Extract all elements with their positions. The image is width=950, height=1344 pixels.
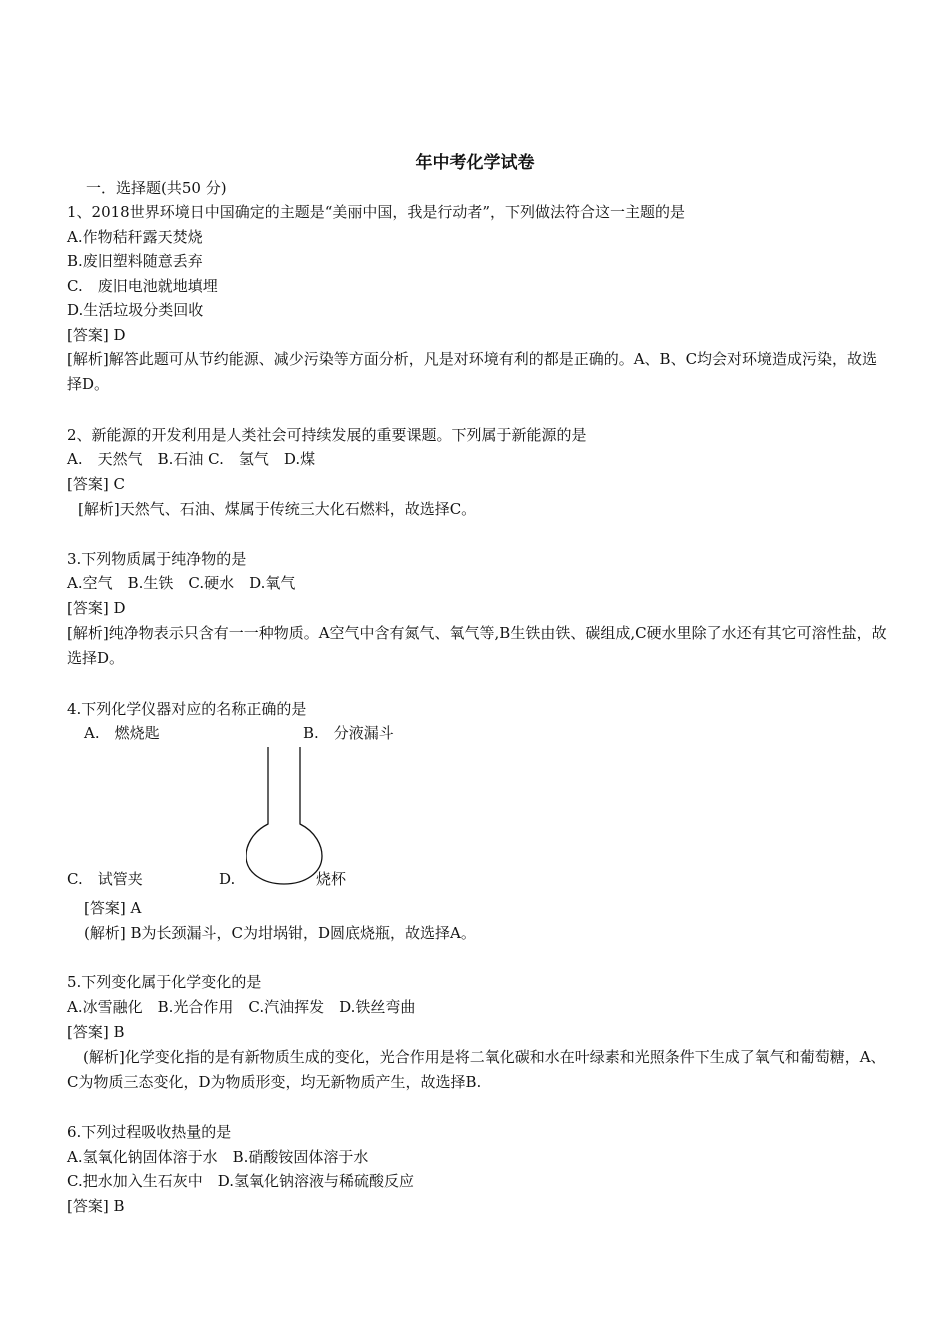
q3-stem: 3.下列物质属于纯净物的是 [67,550,247,568]
q5-analysis: (解析]化学变化指的是有新物质生成的变化，光合作用是将二氧化碳和水在叶绿素和光照条件下生成了氧气和葡萄糖，A、C为物质三态变化，D为物质形变，均无新物质产生，故选择B. [67,1048,886,1091]
q5-answer: [答案] B [67,1023,125,1041]
q5-stem: 5.下列变化属于化学变化的是 [67,973,262,991]
q4-option-a: A. 燃烧匙 [84,724,160,742]
q2-analysis: [解析]天然气、石油、煤属于传统三大化石燃料，故选择C。 [78,500,477,518]
q4-answer: [答案] A [84,899,142,917]
q2-stem: 2、新能源的开发利用是人类社会可持续发展的重要课题。下列属于新能源的是 [67,426,587,444]
q2-options: A. 天然气 B.石油 C. 氢气 D.煤 [67,450,316,468]
q6-answer: [答案] B [67,1197,125,1215]
q6-options-cd: C.把水加入生石灰中 D.氢氧化钠溶液与稀硫酸反应 [67,1172,414,1190]
q4-analysis: (解析] B为长颈漏斗，C为坩埚钳，D圆底烧瓶，故选择A。 [84,924,476,942]
q6-options-ab: A.氢氧化钠固体溶于水 B.硝酸铵固体溶于水 [67,1148,369,1166]
page-title: 年中考化学试卷 [415,153,535,173]
q1-option-c: C. 废旧电池就地填埋 [67,277,218,295]
q1-option-d: D.生活垃圾分类回收 [67,301,204,319]
q1-stem: 1、2018世界环境日中国确定的主题是“美丽中国，我是行动者”，下列做法符合这一主题的是 [67,203,686,221]
q3-analysis: [解析]纯净物表示只含有一一种物质。A空气中含有氮气、氧气等,B生铁由铁、碳组成,C硬水里除了水还有其它可溶性盐，故选择D。 [67,624,887,667]
q3-answer: [答案] D [67,599,126,617]
q4-stem: 4.下列化学仪器对应的名称正确的是 [67,700,307,718]
q4-option-d-name: 烧杯 [316,870,347,888]
q4-option-b: B. 分液漏斗 [303,724,394,742]
q2-answer: [答案] C [67,475,125,493]
q5-options: A.冰雪融化 B.光合作用 C.汽油挥发 D.铁丝弯曲 [67,998,416,1016]
q4-option-d: D. [219,870,236,888]
q1-option-a: A.作物秸秆露天焚烧 [67,228,203,246]
section-heading: 一．选择题(共50 分) [86,179,227,197]
q4-option-c: C. 试管夹 [67,870,143,888]
q1-option-b: B.废旧塑料随意丢弃 [67,252,203,270]
q6-stem: 6.下列过程吸收热量的是 [67,1123,232,1141]
q1-answer: [答案] D [67,326,126,344]
q1-analysis: [解析]解答此题可从节约能源、减少污染等方面分析，凡是对环境有利的都是正确的。A、B、C均会对环境造成污染，故选择D。 [67,350,878,393]
round-bottom-flask-image [246,746,326,886]
q3-options: A.空气 B.生铁 C.硬水 D.氧气 [67,574,296,592]
